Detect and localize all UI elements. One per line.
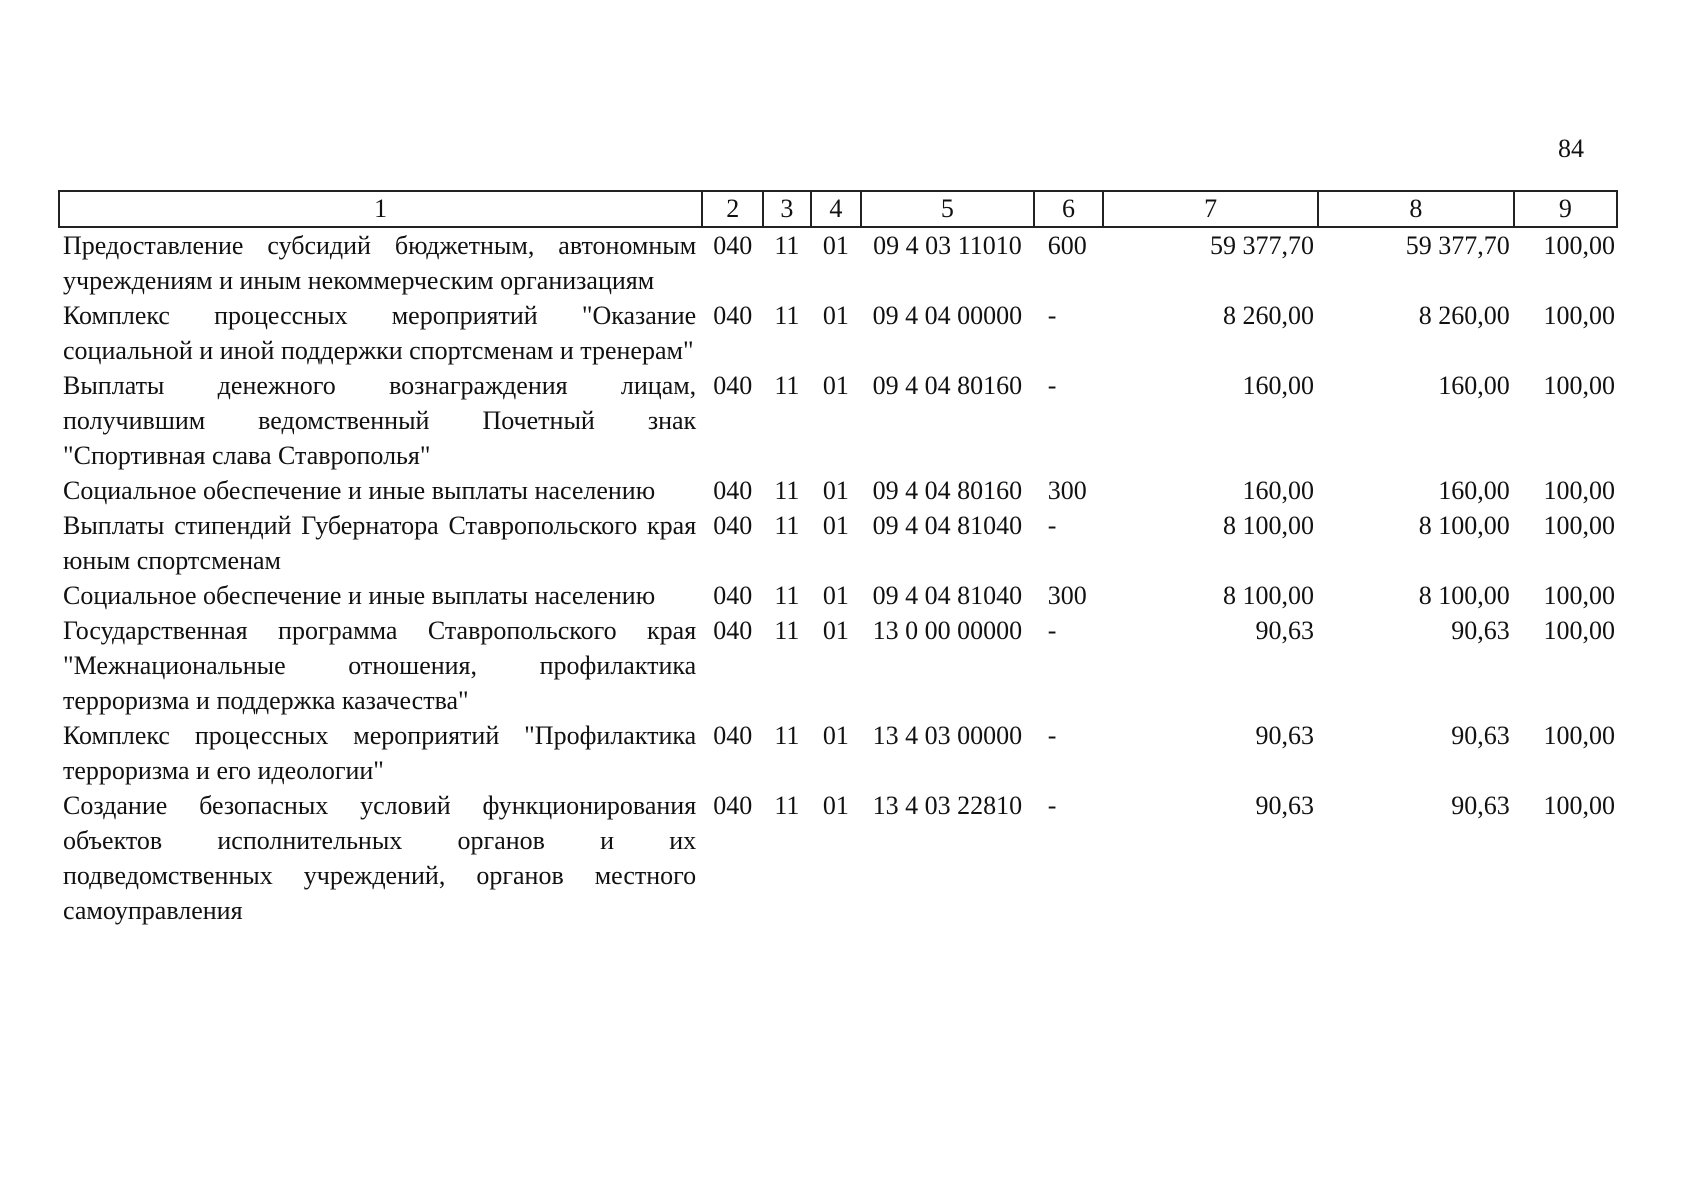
subsection-code: 01: [822, 721, 849, 750]
item-name: Государственная программа Ставропольского края "Межнациональные отношения, профилактика терроризма и поддержка казачества": [63, 616, 697, 715]
table-row: [59, 473, 1617, 508]
item-name: Социальное обеспечение и иные выплаты населению: [63, 581, 656, 610]
actual-amount: 8 100,00: [1418, 581, 1510, 610]
actual-amount: 59 377,70: [1405, 231, 1510, 260]
actual-amount: 160,00: [1438, 371, 1510, 400]
expense-type-code: -: [1047, 511, 1057, 540]
target-article-code: 13 4 03 22810: [872, 791, 1023, 820]
column-header-9: 9: [1514, 191, 1617, 227]
table-row: [59, 227, 1617, 298]
subsection-code: 01: [822, 511, 849, 540]
column-header-3: 3: [763, 191, 810, 227]
column-header-6: 6: [1034, 191, 1103, 227]
table-row: [59, 368, 1617, 473]
column-header-1: 1: [59, 191, 702, 227]
item-name: Создание безопасных условий функционирования объектов исполнительных органов и их подведомственных учреждений, органов местного самоуправления: [63, 791, 697, 925]
planned-amount: 160,00: [1242, 371, 1314, 400]
column-header-8: 8: [1318, 191, 1514, 227]
actual-amount: 8 260,00: [1418, 301, 1510, 330]
item-name: Комплекс процессных мероприятий "Профилактика терроризма и его идеологии": [63, 721, 697, 785]
target-article-code: 09 4 04 81040: [872, 511, 1023, 540]
expense-type-code: -: [1047, 301, 1057, 330]
target-article-code: 09 4 04 80160: [872, 371, 1023, 400]
section-code: 11: [774, 721, 800, 750]
ministry-code: 040: [713, 301, 753, 330]
ministry-code: 040: [713, 581, 753, 610]
page-number: 84: [1558, 134, 1584, 163]
budget-table: [58, 190, 1618, 928]
ministry-code: 040: [713, 721, 753, 750]
column-header-4: 4: [811, 191, 862, 227]
subsection-code: 01: [822, 301, 849, 330]
planned-amount: 90,63: [1255, 721, 1314, 750]
target-article-code: 09 4 04 80160: [872, 476, 1023, 505]
table-row: [59, 718, 1617, 788]
actual-amount: 160,00: [1438, 476, 1510, 505]
planned-amount: 160,00: [1242, 476, 1314, 505]
item-name: Выплаты стипендий Губернатора Ставропольского края юным спортсменам: [63, 511, 697, 575]
column-header-5: 5: [861, 191, 1034, 227]
section-code: 11: [774, 301, 800, 330]
expense-type-code: -: [1047, 721, 1057, 750]
item-name: Предоставление субсидий бюджетным, автономным учреждениям и иным некоммерческим организациям: [63, 231, 697, 295]
item-name: Социальное обеспечение и иные выплаты населению: [63, 476, 656, 505]
planned-amount: 90,63: [1255, 791, 1314, 820]
ministry-code: 040: [713, 476, 753, 505]
table-row: [59, 788, 1617, 928]
budget-table-container: [58, 190, 1618, 928]
execution-percent: 100,00: [1543, 616, 1615, 645]
execution-percent: 100,00: [1543, 231, 1615, 260]
expense-type-code: -: [1047, 371, 1057, 400]
target-article-code: 13 0 00 00000: [872, 616, 1023, 645]
section-code: 11: [774, 231, 800, 260]
subsection-code: 01: [822, 616, 849, 645]
section-code: 11: [774, 371, 800, 400]
ministry-code: 040: [713, 511, 753, 540]
execution-percent: 100,00: [1543, 301, 1615, 330]
planned-amount: 8 100,00: [1222, 511, 1314, 540]
subsection-code: 01: [822, 476, 849, 505]
table-row: [59, 298, 1617, 368]
header-row: [59, 191, 1617, 227]
column-header-7: 7: [1103, 191, 1318, 227]
planned-amount: 8 260,00: [1222, 301, 1314, 330]
subsection-code: 01: [822, 581, 849, 610]
section-code: 11: [774, 791, 800, 820]
section-code: 11: [774, 511, 800, 540]
planned-amount: 8 100,00: [1222, 581, 1314, 610]
section-code: 11: [774, 616, 800, 645]
expense-type-code: 600: [1047, 231, 1087, 260]
section-code: 11: [774, 476, 800, 505]
item-name: Выплаты денежного вознаграждения лицам, получившим ведомственный Почетный знак "Спортивная слава Ставрополья": [63, 371, 697, 470]
subsection-code: 01: [822, 791, 849, 820]
ministry-code: 040: [713, 231, 753, 260]
table-row: [59, 613, 1617, 718]
planned-amount: 59 377,70: [1209, 231, 1314, 260]
target-article-code: 09 4 03 11010: [873, 231, 1022, 260]
ministry-code: 040: [713, 371, 753, 400]
subsection-code: 01: [822, 231, 849, 260]
section-code: 11: [774, 581, 800, 610]
item-name: Комплекс процессных мероприятий "Оказание социальной и иной поддержки спортсменам и тренерам": [63, 301, 697, 365]
expense-type-code: 300: [1047, 476, 1087, 505]
actual-amount: 90,63: [1451, 616, 1510, 645]
table-row: [59, 578, 1617, 613]
execution-percent: 100,00: [1543, 721, 1615, 750]
expense-type-code: -: [1047, 791, 1057, 820]
target-article-code: 09 4 04 81040: [872, 581, 1023, 610]
target-article-code: 09 4 04 00000: [872, 301, 1023, 330]
ministry-code: 040: [713, 791, 753, 820]
column-header-2: 2: [702, 191, 763, 227]
execution-percent: 100,00: [1543, 371, 1615, 400]
planned-amount: 90,63: [1255, 616, 1314, 645]
execution-percent: 100,00: [1543, 476, 1615, 505]
actual-amount: 90,63: [1451, 721, 1510, 750]
expense-type-code: -: [1047, 616, 1057, 645]
execution-percent: 100,00: [1543, 791, 1615, 820]
execution-percent: 100,00: [1543, 581, 1615, 610]
execution-percent: 100,00: [1543, 511, 1615, 540]
expense-type-code: 300: [1047, 581, 1087, 610]
actual-amount: 8 100,00: [1418, 511, 1510, 540]
subsection-code: 01: [822, 371, 849, 400]
actual-amount: 90,63: [1451, 791, 1510, 820]
ministry-code: 040: [713, 616, 753, 645]
table-row: [59, 508, 1617, 578]
target-article-code: 13 4 03 00000: [872, 721, 1023, 750]
